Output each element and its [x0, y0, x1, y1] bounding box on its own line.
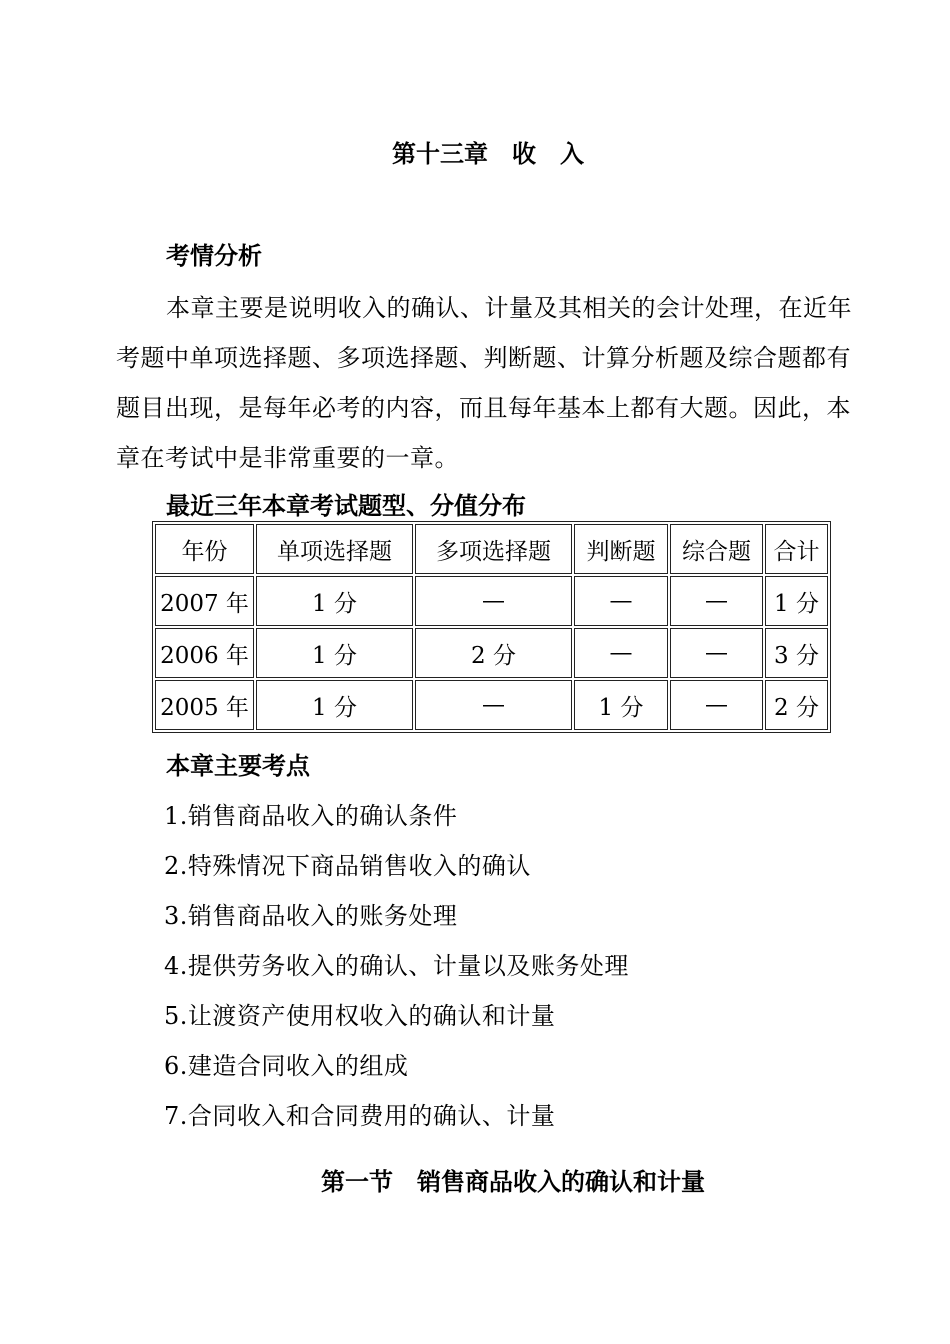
table-header-cell: 单项选择题: [256, 524, 413, 574]
table-cell: 1 分: [256, 680, 413, 730]
list-item: 3.销售商品收入的账务处理: [164, 902, 458, 930]
table-row: [155, 628, 828, 678]
list-item: 7.合同收入和合同费用的确认、计量: [164, 1102, 556, 1130]
table-cell: —: [670, 680, 763, 730]
table-cell: 1 分: [256, 576, 413, 626]
table-cell: —: [574, 628, 668, 678]
list-item: 5.让渡资产使用权收入的确认和计量: [164, 1002, 556, 1030]
table-cell: —: [415, 680, 572, 730]
table-header-cell: 多项选择题: [415, 524, 572, 574]
analysis-paragraph-text: 本章主要是说明收入的确认、计量及其相关的会计处理，在近年考题中单项选择题、多项选择题、判断题、计算分析题及综合题都有题目出现，是每年必考的内容，而且每年基本上都有大题。因此，本章在考试中是非常重要的一章。: [116, 294, 852, 472]
list-item: 1.销售商品收入的确认条件: [164, 802, 458, 830]
table-header-cell: 合计: [765, 524, 828, 574]
table-cell: 2005 年: [155, 680, 254, 730]
table-cell: 3 分: [765, 628, 828, 678]
section-title: 第一节 销售商品收入的确认和计量: [321, 1168, 705, 1196]
table-header-row: [155, 524, 828, 574]
table-cell: —: [670, 576, 763, 626]
table-cell: 1 分: [256, 628, 413, 678]
list-item: 6.建造合同收入的组成: [164, 1052, 409, 1080]
chapter-title: 第十三章 收 入: [392, 140, 584, 168]
table-cell: 2007 年: [155, 576, 254, 626]
distribution-heading: 最近三年本章考试题型、分值分布: [166, 492, 526, 520]
list-item: 2.特殊情况下商品销售收入的确认: [164, 852, 531, 880]
key-points-heading: 本章主要考点: [166, 752, 310, 780]
table-cell: —: [574, 576, 668, 626]
table-cell: 2 分: [415, 628, 572, 678]
table-header-cell: 年份: [155, 524, 254, 574]
table-cell: 2006 年: [155, 628, 254, 678]
list-item: 4.提供劳务收入的确认、计量以及账务处理: [164, 952, 629, 980]
table-header-cell: 判断题: [574, 524, 668, 574]
table-cell: 2 分: [765, 680, 828, 730]
table-cell: —: [670, 628, 763, 678]
table-row: [155, 576, 828, 626]
analysis-heading: 考情分析: [166, 242, 262, 270]
table-cell: —: [415, 576, 572, 626]
score-distribution-table: [152, 521, 831, 733]
analysis-paragraph: [116, 283, 861, 483]
table-cell: 1 分: [574, 680, 668, 730]
table-header-cell: 综合题: [670, 524, 763, 574]
table-cell: 1 分: [765, 576, 828, 626]
table-row: [155, 680, 828, 730]
